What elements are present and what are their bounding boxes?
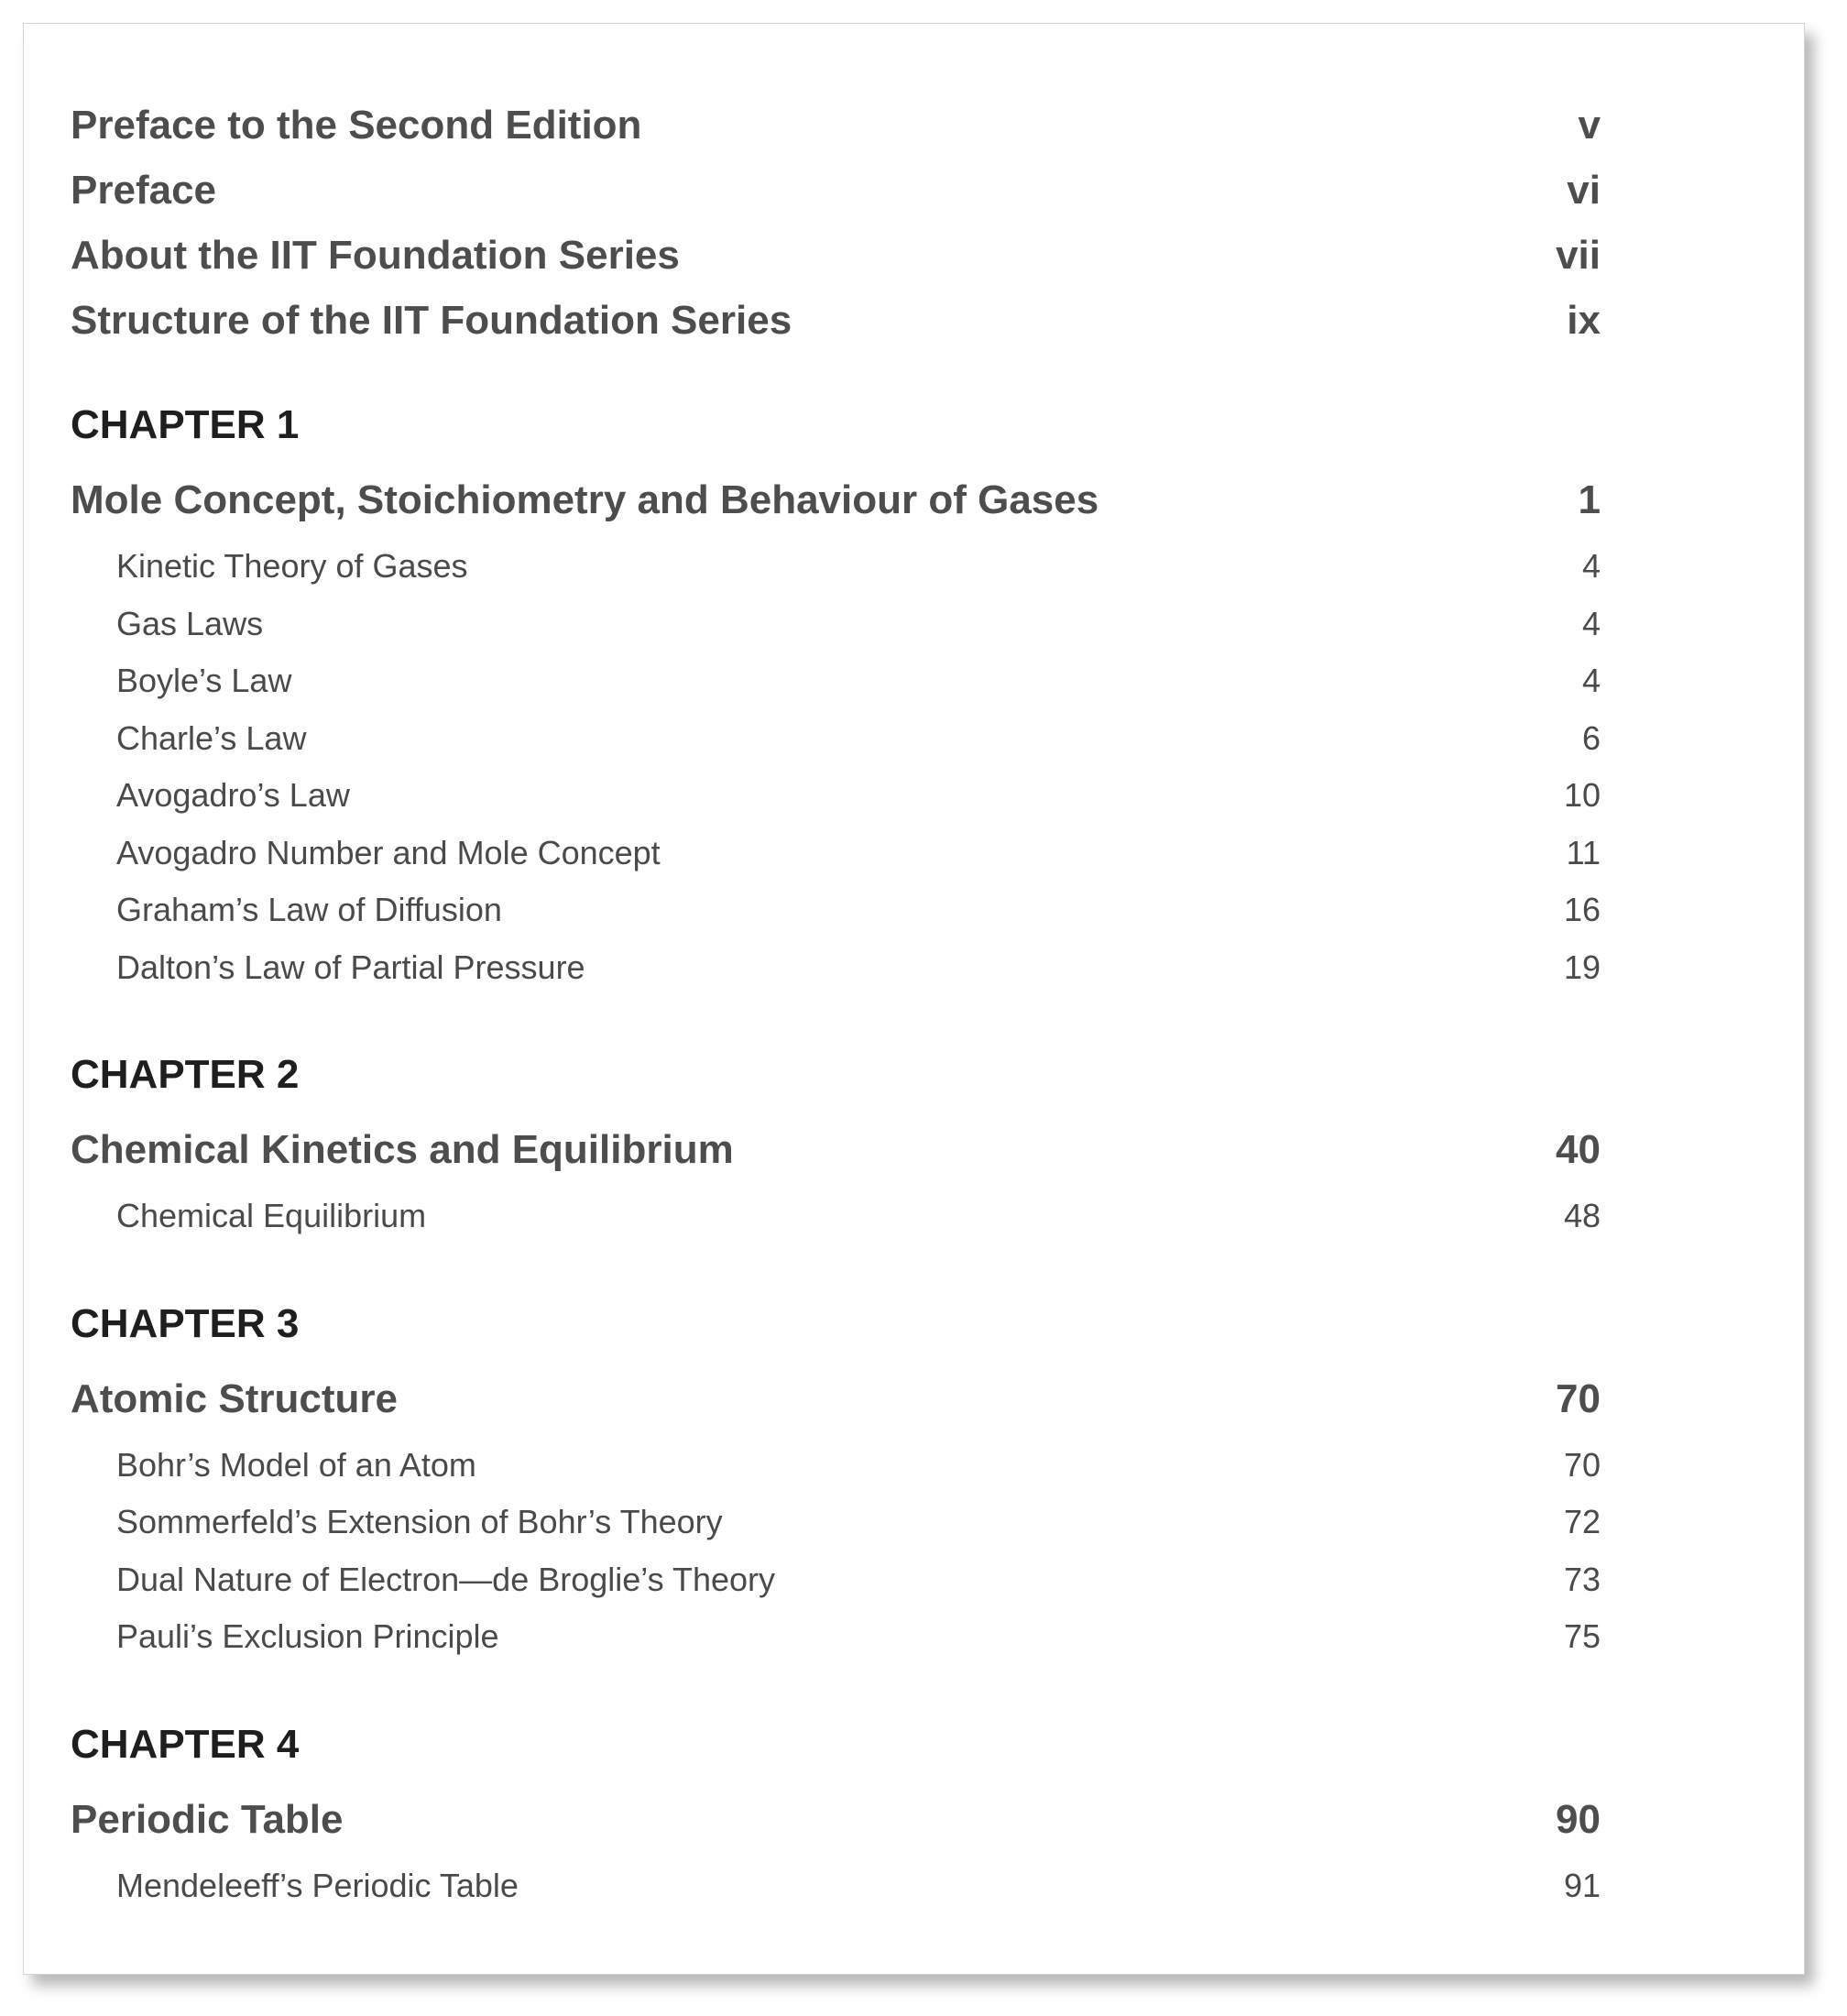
chapter-label: CHAPTER 2	[71, 1052, 300, 1097]
section-page: 91	[1563, 1866, 1601, 1904]
section-entry[interactable]	[71, 538, 1601, 596]
section-entry[interactable]	[71, 652, 1601, 710]
section-page: 4	[1581, 547, 1601, 585]
chapter-block	[71, 388, 1601, 996]
section-page: 16	[1563, 891, 1601, 928]
chapter-block	[71, 1707, 1601, 1915]
entry-page: vi	[1567, 168, 1601, 213]
entry-page: vii	[1556, 233, 1601, 278]
section-entry[interactable]	[71, 767, 1601, 825]
spacer	[71, 1245, 1601, 1287]
section-entry[interactable]	[71, 1437, 1601, 1495]
section-entry[interactable]	[71, 710, 1601, 768]
section-entry[interactable]	[71, 1494, 1601, 1551]
section-entry[interactable]	[71, 596, 1601, 653]
section-entry[interactable]	[71, 1857, 1601, 1915]
section-page: 48	[1563, 1197, 1601, 1234]
section-entry[interactable]	[71, 825, 1601, 882]
chapter-entry[interactable]	[71, 1782, 1601, 1857]
toc-entry[interactable]	[71, 93, 1601, 158]
chapter-page: 90	[1556, 1796, 1601, 1842]
section-title: Kinetic Theory of Gases	[116, 547, 468, 585]
section-title: Bohr’s Model of an Atom	[116, 1445, 476, 1484]
section-title: Dual Nature of Electron—de Broglie’s Theory	[116, 1560, 776, 1598]
chapter-page: 70	[1556, 1375, 1601, 1421]
section-entry[interactable]	[71, 1551, 1601, 1609]
section-page: 73	[1563, 1560, 1601, 1598]
section-title: Graham’s Law of Diffusion	[116, 891, 502, 928]
section-page: 4	[1581, 604, 1601, 642]
section-page: 70	[1563, 1445, 1601, 1484]
entry-page: ix	[1567, 298, 1601, 343]
section-title: Sommerfeld’s Extension of Bohr’s Theory	[116, 1503, 723, 1540]
section-page: 75	[1563, 1617, 1601, 1655]
section-title: Charle’s Law	[116, 718, 307, 757]
section-title: Pauli’s Exclusion Principle	[116, 1617, 499, 1655]
section-page: 72	[1563, 1503, 1601, 1540]
section-title: Gas Laws	[116, 604, 264, 642]
front-matter	[71, 93, 1601, 353]
toc-entry[interactable]	[71, 158, 1601, 223]
spacer	[71, 353, 1601, 388]
entry-title: Structure of the IIT Foundation Series	[71, 298, 792, 343]
section-title: Avogadro Number and Mole Concept	[116, 833, 661, 871]
section-title: Boyle’s Law	[116, 662, 292, 699]
spacer	[71, 996, 1601, 1037]
chapter-block	[71, 1037, 1601, 1245]
chapter-title: Periodic Table	[71, 1796, 344, 1842]
entry-title: Preface to the Second Edition	[71, 103, 642, 148]
table-of-contents	[71, 93, 1601, 1914]
chapter-title: Atomic Structure	[71, 1375, 398, 1421]
section-entry[interactable]	[71, 882, 1601, 939]
entry-title: Preface	[71, 168, 217, 213]
section-page: 11	[1566, 833, 1601, 871]
section-page: 4	[1581, 662, 1601, 699]
chapter-title: Mole Concept, Stoichiometry and Behaviour of Gases	[71, 477, 1099, 522]
chapter-entry[interactable]	[71, 463, 1601, 538]
section-page: 19	[1563, 948, 1601, 986]
chapter-entry[interactable]	[71, 1362, 1601, 1437]
chapter-page: 40	[1556, 1127, 1601, 1172]
chapter-title: Chemical Kinetics and Equilibrium	[71, 1127, 734, 1172]
entry-page: v	[1578, 103, 1601, 148]
section-page: 6	[1581, 718, 1601, 757]
section-entry[interactable]	[71, 1188, 1601, 1245]
toc-entry[interactable]	[71, 223, 1601, 288]
chapter-label: CHAPTER 4	[71, 1721, 300, 1767]
spacer	[71, 1666, 1601, 1707]
chapter-label: CHAPTER 3	[71, 1300, 300, 1346]
toc-entry[interactable]	[71, 288, 1601, 353]
entry-title: About the IIT Foundation Series	[71, 233, 680, 278]
section-title: Dalton’s Law of Partial Pressure	[116, 948, 585, 986]
section-entry[interactable]	[71, 939, 1601, 997]
section-title: Avogadro’s Law	[116, 776, 350, 814]
chapter-label: CHAPTER 1	[71, 402, 300, 447]
section-page: 10	[1563, 776, 1601, 814]
chapter-block	[71, 1287, 1601, 1666]
section-entry[interactable]	[71, 1608, 1601, 1666]
chapter-page: 1	[1578, 477, 1601, 522]
toc-page	[23, 23, 1805, 1975]
chapter-entry[interactable]	[71, 1112, 1601, 1188]
section-title: Mendeleeff’s Periodic Table	[116, 1866, 519, 1904]
section-title: Chemical Equilibrium	[116, 1197, 427, 1234]
